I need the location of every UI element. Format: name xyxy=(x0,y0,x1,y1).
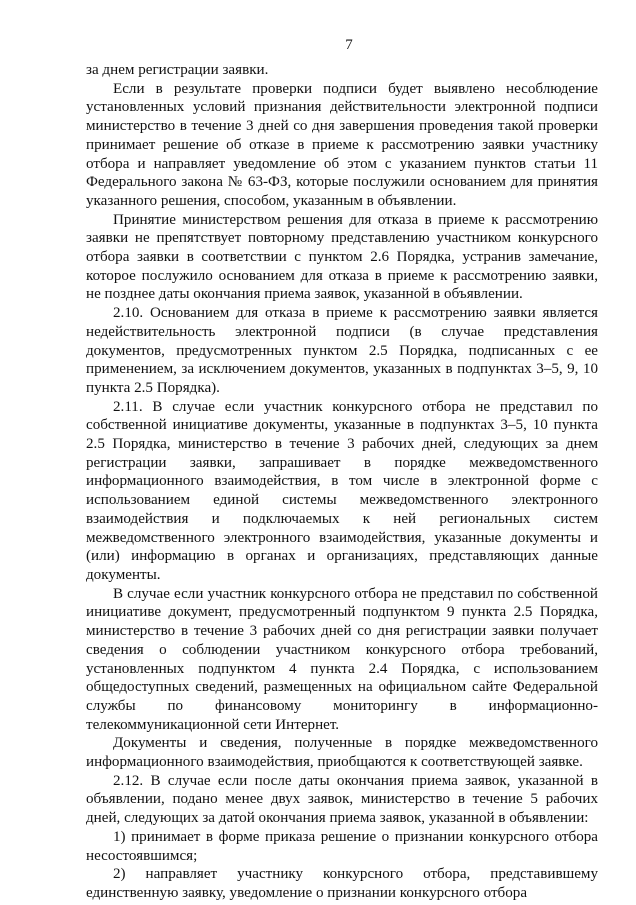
paragraph-7: Документы и сведения, полученные в порядке межведомственного информационного взаимодействия, приобщаются к соответствующей заявке. xyxy=(86,735,598,771)
paragraph-8: 2.12. В случае если после даты окончания приема заявок, указанной в объявлении, подано менее двух заявок, министерство в течение 5 рабочих дней, следующих за датой окончания приема заявок, указанной в объявлении: xyxy=(86,772,598,827)
paragraph-2: Если в результате проверки подписи будет выявлено несоблюдение установленных условий признания действительности электронной подписи министерство в течение 3 дней со дня завершения проведения такой проверки принимает решение об отказе в приеме к рассмотрению заявки участнику отбора и направляет уведомление об этом с указанием пунктов статьи 11 Федерального закона № 63-ФЗ, которые послужили основанием для принятия указанного решения, способом, указанным в объявлении. xyxy=(86,80,598,209)
page-number: 7 xyxy=(345,37,353,53)
paragraph-10: 2) направляет участнику конкурсного отбора, представившему единственную заявку, уведомление о признании конкурсного отбора xyxy=(86,866,598,901)
paragraph-9: 1) принимает в форме приказа решение о признании конкурсного отбора несостоявшимся; xyxy=(86,828,598,864)
paragraph-1: за днем регистрации заявки. xyxy=(86,62,269,78)
paragraph-3: Принятие министерством решения для отказа в приеме к рассмотрению заявки не препятствует повторному представлению участником конкурсного отбора заявки в соответствии с пунктом 2.6 Порядка, устранив замечание, которое послужило основанием для отказа в приеме к рассмотрению заявки, не позднее даты окончания приема заявок, указанной в объявлении. xyxy=(86,211,598,303)
paragraph-6: В случае если участник конкурсного отбора не представил по собственной инициативе документ, предусмотренный подпунктом 9 пункта 2.5 Порядка, министерство в течение 3 рабочих дней со дня регистрации заявки получает сведения о соблюдении участником конкурсного отбора требований, установленных подпунктом 4 пункта 2.4 Порядка, с использованием общедоступных сведений, размещенных на официальном сайте Федеральной службы по финансовому мониторингу в информационно-телекоммуникационной сети Интернет. xyxy=(86,585,598,733)
paragraph-5: 2.11. В случае если участник конкурсного отбора не представил по собственной инициативе документы, указанные в подпунктах 3–5, 10 пункта 2.5 Порядка, министерство в течение 3 рабочих дней, следующих за днем регистрации заявки, запрашивает в порядке межведомственного информационного взаимодействия, в том числе в электронной форме с использованием единой системы межведомственного электронного взаимодействия и подключаемых к ней региональных систем межведомственного электронного взаимодействия, указанные документы и (или) информацию в органах и организациях, представляющих данные документы. xyxy=(86,398,598,583)
paragraph-4: 2.10. Основанием для отказа в приеме к рассмотрению заявки является недействительность электронной подписи (в случае представления документов, предусмотренных пунктом 2.5 Порядка, подписанных с ее применением, за исключением документов, указанных в подпунктах 3–5, 9, 10 пункта 2.5 Порядка). xyxy=(86,305,598,396)
